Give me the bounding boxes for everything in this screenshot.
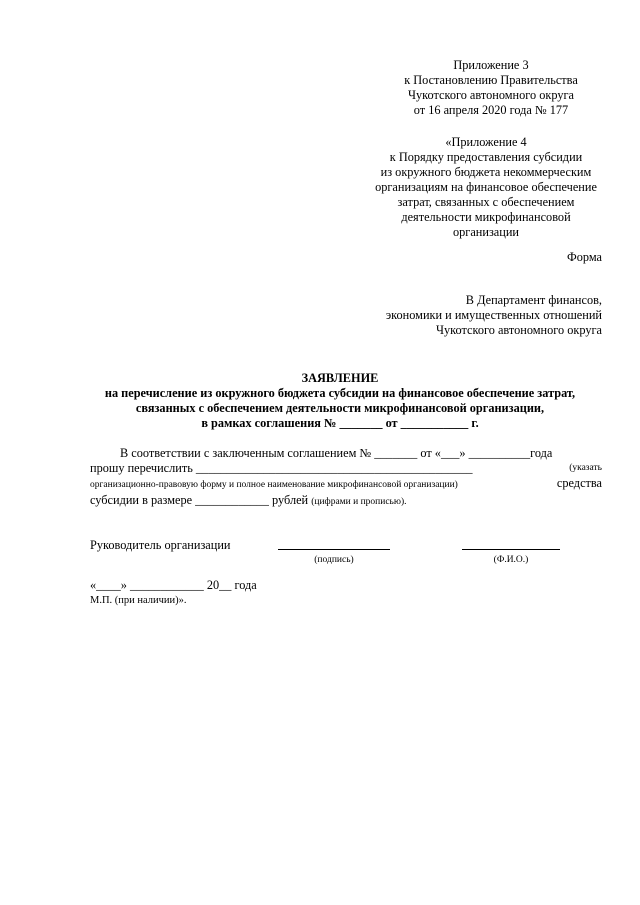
name-line bbox=[462, 549, 560, 550]
title-line: связанных с обеспечением деятельности микрофинансовой организации, bbox=[135, 401, 545, 415]
title-line: на перечисление из окружного бюджета субсидии на финансовое обеспечение затрат, bbox=[104, 386, 576, 400]
body-line bbox=[90, 493, 602, 510]
application-body bbox=[90, 446, 602, 510]
appendix3-header bbox=[360, 58, 622, 118]
signature-block bbox=[90, 538, 610, 574]
body-note: (цифрами и прописью). bbox=[311, 497, 407, 507]
appendix4-line: деятельности микрофинансовой bbox=[401, 210, 571, 224]
name-caption: (Ф.И.О.) bbox=[493, 555, 529, 565]
body-line: В соответствии с заключенным соглашением № _______ от «___» __________года bbox=[120, 446, 553, 460]
appendix3-line: от 16 апреля 2020 года № 177 bbox=[413, 103, 569, 117]
appendix4-line: организации bbox=[452, 225, 520, 239]
appendix3-line: Чукотского автономного округа bbox=[408, 88, 574, 102]
date-line: «____» ____________ 20__ года bbox=[90, 578, 257, 592]
body-line bbox=[90, 476, 602, 493]
stamp-note: М.П. (при наличии)». bbox=[90, 595, 187, 606]
addressee-line: экономики и имущественных отношений bbox=[385, 308, 602, 322]
form-label: Форма bbox=[567, 250, 602, 264]
addressee-block bbox=[386, 293, 602, 338]
body-line bbox=[90, 461, 602, 476]
title-line: в рамках соглашения № _______ от ___________ г. bbox=[201, 416, 479, 430]
addressee-line: В Департамент финансов, bbox=[465, 293, 602, 307]
document-title bbox=[60, 371, 620, 431]
signature-line bbox=[278, 549, 390, 550]
appendix4-line: из окружного бюджета некоммерческим bbox=[380, 165, 592, 179]
appendix3-line: Приложение 3 bbox=[453, 58, 529, 72]
appendix4-line: «Приложение 4 bbox=[445, 135, 527, 149]
body-text-fragment: прошу перечислить _____________________________________________ bbox=[90, 461, 473, 475]
signature-caption: (подпись) bbox=[314, 555, 354, 565]
body-text-fragment: субсидии в размере ____________ рублей bbox=[90, 493, 309, 507]
title-heading: ЗАЯВЛЕНИЕ bbox=[301, 371, 379, 385]
appendix4-line: к Порядку предоставления субсидии bbox=[389, 150, 583, 164]
signature-label: Руководитель организации bbox=[90, 538, 231, 552]
appendix4-line: организациям на финансовое обеспечение bbox=[375, 180, 597, 194]
appendix4-line: затрат, связанных с обеспечением bbox=[397, 195, 575, 209]
date-block bbox=[90, 578, 257, 608]
appendix3-line: к Постановлению Правительства bbox=[404, 73, 578, 87]
body-note: (указать bbox=[569, 463, 602, 473]
body-text-fragment: средства bbox=[556, 476, 602, 490]
appendix4-header bbox=[355, 135, 617, 240]
body-note: организационно-правовую форму и полное наименование микрофинансовой организации) bbox=[90, 480, 458, 490]
addressee-line: Чукотского автономного округа bbox=[436, 323, 602, 337]
